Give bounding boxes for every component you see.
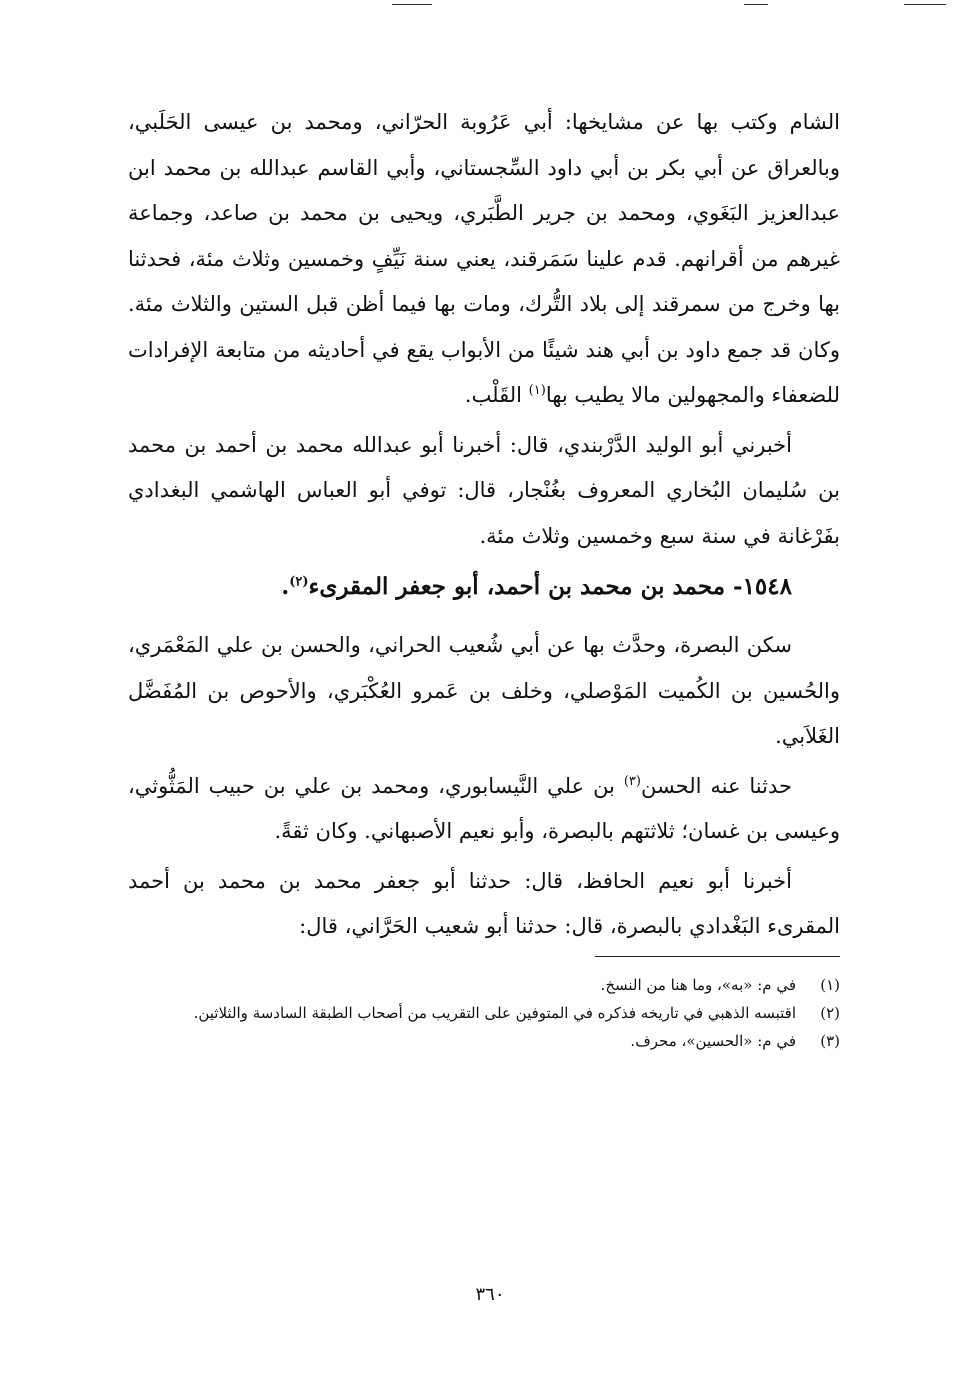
footnote [128,971,840,999]
paragraph-text: الشام وكتب بها عن مشايخها: أبي عَرُوبة الحرّاني، ومحمد بن عيسى الحَلَبي، وبالعراق عن أبي بكر بن أبي داود السِّجستاني، وأبي القاسم عبدالله بن محمد ابن عبدالعزيز البَغَوي، ومحمد بن جرير الطَّبَري، ويحيى بن محمد بن صاعد، وجماعة غيرهم من أقرانهم. قدم علينا سَمَرقند، يعني سنة نَيِّفٍ وخمسين وثلاث مئة، فحدثنا بها وخرج من سمرقند إلى بلاد التُّرك، ومات بها فيما أظن قبل الستين والثلاث مئة. وكان قد جمع داود بن أبي هند شيئًا من الأبواب يقع في أحاديثه من متابعة الإفرادات للضعفاء والمجهولين مالا يطيب بها [128,110,840,407]
footnote-number: (١) [820,975,840,994]
paragraph-text: بن علي النَّيسابوري، ومحمد بن علي بن حبيب المَثُّوثي، وعيسى بن غسان؛ ثلاثتهم بالبصرة، وأبو نعيم الأصبهاني. وكان ثقةً. [128,773,840,843]
entry-title-end: . [281,573,290,600]
paragraph [128,423,840,560]
paragraph [128,100,840,419]
footnote-ref: (٢) [289,574,309,590]
footnote [128,1027,840,1055]
paragraph-text: القَلْب. [464,383,529,407]
page-number: ٣٦٠ [475,1284,505,1305]
paragraph [128,623,840,760]
paragraph-text: حدثنا عنه الحسن [640,773,792,798]
footnote-text: في م: «الحسين»، محرف. [630,1031,796,1050]
top-edge-rule [392,4,432,5]
entry-title: - محمد بن محمد بن أحمد، أبو جعفر المقرىء [308,573,743,600]
footnote-text: في م: «به»، وما هنا من النسخ. [600,975,796,994]
paragraph-text: سكن البصرة، وحدَّث بها عن أبي شُعيب الحراني، والحسن بن علي المَعْمَري، والحُسين بن الكُميت المَوْصلي، وخلف بن عَمرو العُكْبَري، والأحوص بن المُفَضَّل الغَلاَبي. [128,633,840,748]
top-edge-rule [904,4,946,5]
paragraph-text: أخبرني أبو الوليد الدَّرْبندي، قال: أخبرنا أبو عبدالله محمد بن أحمد بن محمد بن سُليمان البُخاري المعروف بغُنْجار، قال: توفي أبو العباس الهاشمي البغدادي بفَرْغانة في سنة سبع وخمسين وثلاث مئة. [128,432,840,548]
footnote [128,999,840,1027]
paragraph-text: أخبرنا أبو نعيم الحافظ، قال: حدثنا أبو جعفر محمد بن محمد بن أحمد المقرىء البَغْدادي بالبصرة، قال: حدثنا أبو شعيب الحَرَّاني، قال: [128,868,840,938]
footnote-number: (٢) [820,1003,840,1022]
top-edge-rule [744,4,768,5]
footnote-divider [595,956,840,957]
footnote-ref: (١) [528,383,546,398]
footnote-text: اقتبسه الذهبي في تاريخه فذكره في المتوفين على التقريب من أصحاب الطبقة السادسة والثلاثين. [193,1003,796,1022]
entry-number: ١٥٤٨ [742,573,792,600]
footnote-number: (٣) [820,1031,840,1050]
paragraph [128,859,840,950]
page-body [128,100,840,1055]
entry-heading [128,563,840,611]
footnote-ref: (٣) [623,773,641,789]
paragraph [128,764,840,855]
